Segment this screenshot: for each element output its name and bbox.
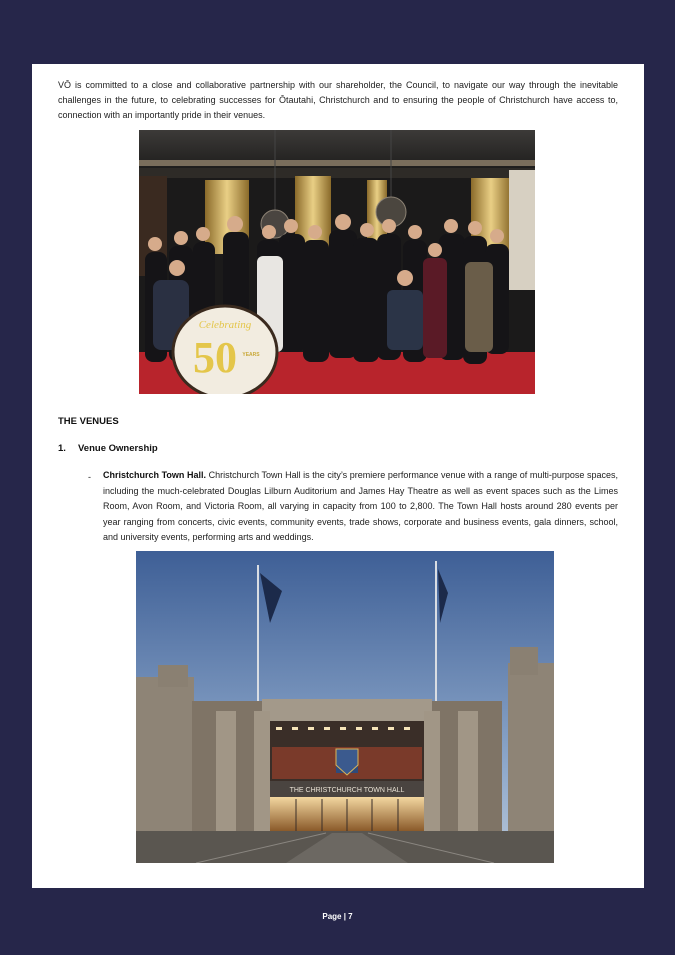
bullet-dash: - (88, 472, 91, 482)
town-hall-body: Christchurch Town Hall is the city’s premiere performance venue with a range of multi-purpose spaces, including the much-celebrated Douglas Lilburn Auditorium and James Hay Theatre as well as event spaces such as the Limes Room, Avon Room, and Victoria Room, all varying in capacity from 100 to 2,800. The Town Hall hosts around 280 events per year ranging from concerts, civic events, community events, trade shows, corporate and business events, gala dinners, school, and university events, performing arts and weddings. (103, 470, 618, 542)
gala-group-photo (139, 130, 535, 394)
drum-years-text: YEARS (242, 352, 260, 358)
drum-script-text: Celebrating (198, 319, 252, 331)
section-title: THE VENUES (58, 416, 119, 427)
town-hall-lead: Christchurch Town Hall. (103, 470, 206, 480)
town-hall-paragraph (103, 468, 618, 546)
intro-paragraph: VŌ is committed to a close and collaborative partnership with our shareholder, the Council, to navigate our way through the inevitable challenges in the future, to celebrating successes for Ōtautahi, Christchurch and to ensuring the people of Christchurch have access to, connection with an importantly pride in their venues. (58, 80, 618, 120)
town-hall-sign: THE CHRISTCHURCH TOWN HALL (289, 787, 405, 794)
subsection-number: 1. (58, 443, 66, 454)
page-number: Page | 7 (322, 912, 353, 921)
subsection-title: Venue Ownership (78, 443, 158, 454)
drum-number-text: 50 (193, 333, 237, 382)
town-hall-exterior-photo (136, 551, 554, 863)
document-page (32, 64, 644, 888)
